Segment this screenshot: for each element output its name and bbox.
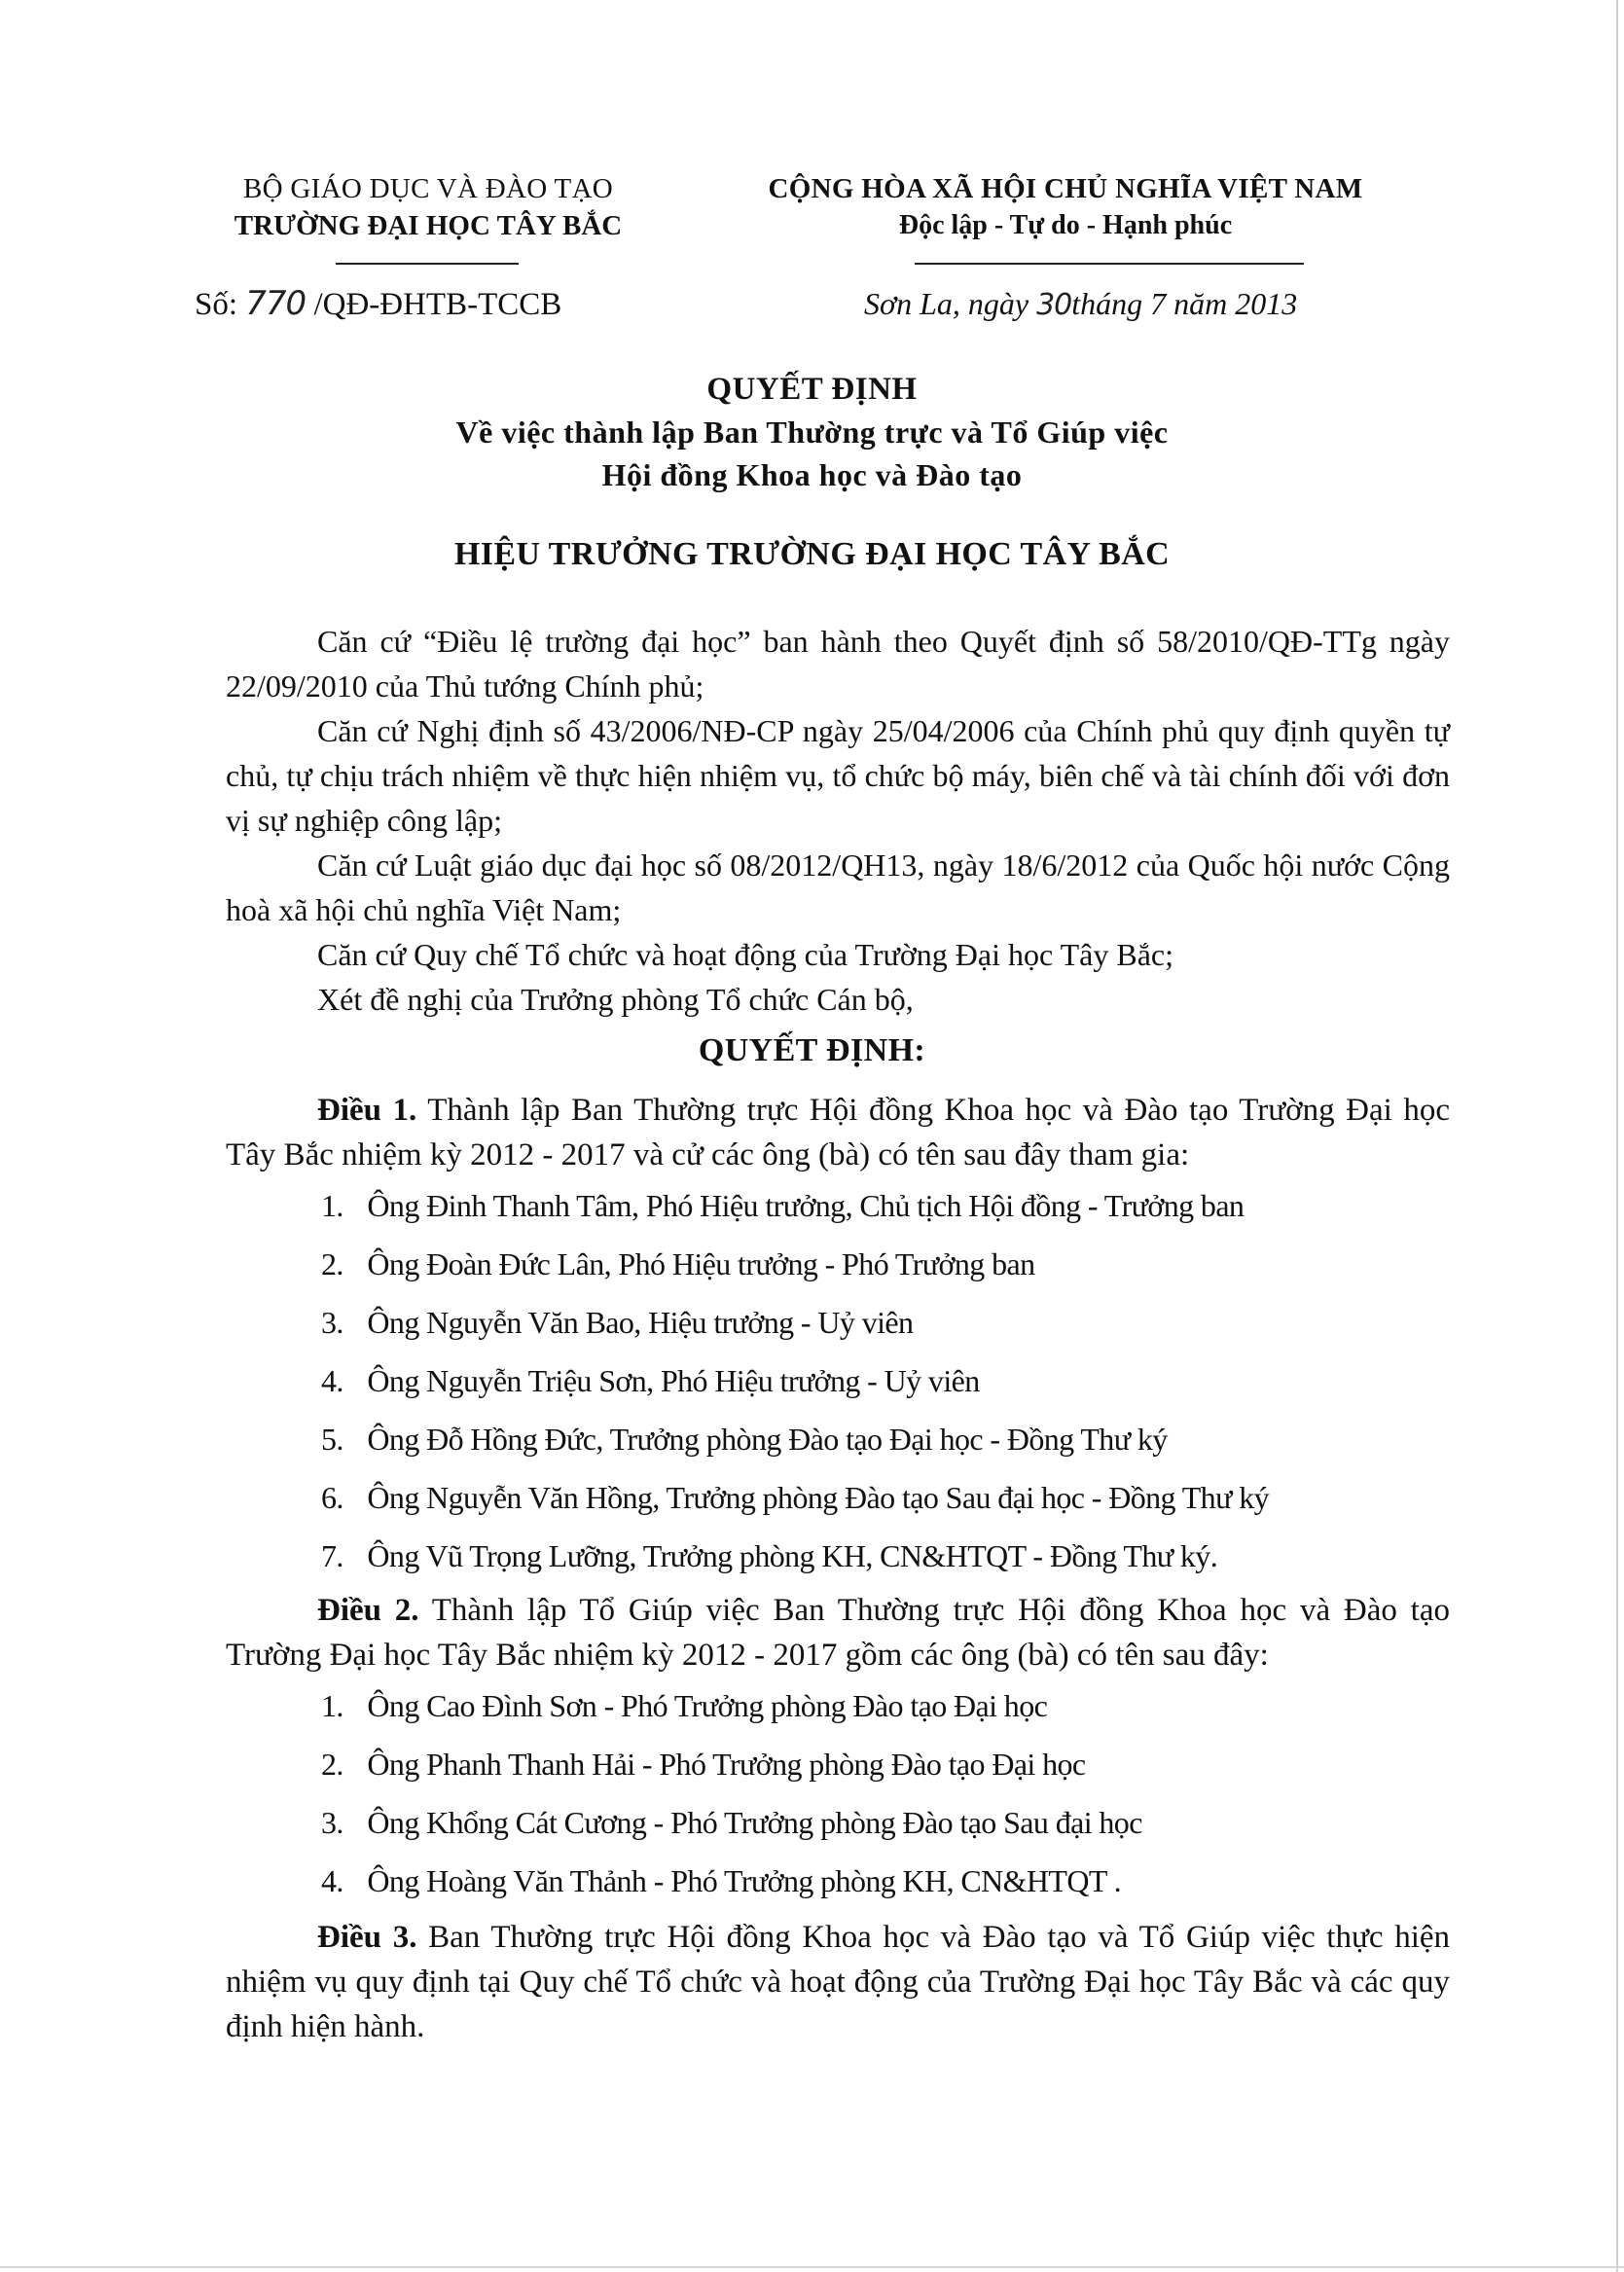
article-1-text: Thành lập Ban Thường trực Hội đồng Khoa học và Đào tạo Trường Đại học Tây Bắc nhiệm kỳ 2012 - 2017 và cử các ông (bà) có tên sau đây tham gia: bbox=[226, 1093, 1451, 1172]
article-2-text: Thành lập Tổ Giúp việc Ban Thường trực Hội đồng Khoa học và Đào tạo Trường Đại học Tây Bắc nhiệm kỳ 2012 - 2017 gồm các ông (bà) có tên sau đây: bbox=[226, 1593, 1450, 1673]
article-2-member-list bbox=[321, 1683, 1469, 1917]
date-suffix: tháng 7 năm 2013 bbox=[1071, 286, 1298, 321]
article-2-label: Điều 2. bbox=[317, 1593, 419, 1628]
place-and-date bbox=[864, 284, 1297, 325]
number-prefix: Số: bbox=[195, 287, 238, 322]
scan-edge-right bbox=[1616, 0, 1618, 2272]
document-title bbox=[0, 368, 1624, 496]
list-item: 1. Ông Cao Đình Sơn - Phó Trưởng phòng Đào tạo Đại học bbox=[321, 1688, 1048, 1723]
preamble-item: Xét đề nghị của Trưởng phòng Tổ chức Cán bộ, bbox=[317, 982, 914, 1017]
number-suffix: /QĐ-ĐHTB-TCCB bbox=[313, 287, 562, 322]
list-item: 3. Ông Nguyễn Văn Bao, Hiệu trưởng - Uỷ viên bbox=[321, 1305, 914, 1340]
preamble-item: Căn cứ “Điều lệ trường đại học” ban hành theo Quyết định số 58/2010/QĐ-TTg ngày 22/09/2010 của Thủ tướng Chính phủ; bbox=[226, 624, 1450, 703]
article-1-label: Điều 1. bbox=[317, 1093, 417, 1128]
list-item: 5. Ông Đỗ Hồng Đức, Trưởng phòng Đào tạo Đại học - Đồng Thư ký bbox=[321, 1422, 1168, 1457]
header-right-underline bbox=[915, 263, 1304, 265]
ministry-name: BỘ GIÁO DỤC VÀ ĐÀO TẠO bbox=[242, 173, 614, 204]
decision-heading: QUYẾT ĐỊNH: bbox=[698, 1032, 926, 1068]
list-item: 7. Ông Vũ Trọng Lưỡng, Trưởng phòng KH, CN&HTQT - Đồng Thư ký. bbox=[321, 1538, 1218, 1573]
article-3-text: Ban Thường trực Hội đồng Khoa học và Đào tạo và Tổ Giúp việc thực hiện nhiệm vụ quy định tại Quy chế Tổ chức và hoạt động của Trường Đại học Tây Bắc và các quy định hiện hành. bbox=[226, 1920, 1451, 2044]
preamble bbox=[226, 619, 1450, 1022]
article-2 bbox=[226, 1588, 1450, 1677]
list-item: 1. Ông Đinh Thanh Tâm, Phó Hiệu trưởng, Chủ tịch Hội đồng - Trưởng ban bbox=[321, 1188, 1245, 1223]
scan-edge-bottom bbox=[0, 2266, 1624, 2268]
republic-name: CỘNG HÒA XÃ HỘI CHỦ NGHĨA VIỆT NAM bbox=[768, 173, 1363, 204]
university-name: TRƯỜNG ĐẠI HỌC TÂY BẮC bbox=[234, 210, 623, 241]
national-header bbox=[710, 170, 1421, 244]
national-motto: Độc lập - Tự do - Hạnh phúc bbox=[898, 210, 1233, 240]
title-line-1: Về việc thành lập Ban Thường trực và Tổ Giúp việc bbox=[455, 415, 1169, 450]
list-item: 6. Ông Nguyễn Văn Hồng, Trưởng phòng Đào tạo Sau đại học - Đồng Thư ký bbox=[321, 1480, 1270, 1515]
article-3-label: Điều 3. bbox=[317, 1920, 417, 1955]
issuing-agency-header bbox=[195, 170, 662, 244]
list-item: 2. Ông Phanh Thanh Hải - Phó Trưởng phòng Đào tạo Đại học bbox=[321, 1747, 1086, 1782]
list-item: 4. Ông Hoàng Văn Thảnh - Phó Trưởng phòng KH, CN&HTQT . bbox=[321, 1863, 1122, 1898]
issuer-heading: HIỆU TRƯỞNG TRƯỜNG ĐẠI HỌC TÂY BẮC bbox=[453, 536, 1171, 572]
handwritten-day: 30 bbox=[1036, 288, 1072, 322]
title-line-2: Hội đồng Khoa học và Đào tạo bbox=[601, 457, 1023, 492]
handwritten-number: 770 bbox=[245, 284, 307, 323]
list-item: 4. Ông Nguyễn Triệu Sơn, Phó Hiệu trưởng - Uỷ viên bbox=[321, 1363, 980, 1398]
list-item: 2. Ông Đoàn Đức Lân, Phó Hiệu trưởng - Phó Trưởng ban bbox=[321, 1246, 1035, 1281]
preamble-item: Căn cứ Nghị định số 43/2006/NĐ-CP ngày 25/04/2006 của Chính phủ quy định quyền tự chủ, tự chịu trách nhiệm về thực hiện nhiệm vụ, tổ chức bộ máy, biên chế và tài chính đối với đơn vị sự nghiệp công lập; bbox=[226, 713, 1450, 838]
list-item: 3. Ông Khổng Cát Cương - Phó Trưởng phòng Đào tạo Sau đại học bbox=[321, 1805, 1142, 1840]
preamble-item: Căn cứ Luật giáo dục đại học số 08/2012/QH13, ngày 18/6/2012 của Quốc hội nước Cộng hoà xã hội chủ nghĩa Việt Nam; bbox=[226, 847, 1450, 927]
article-1-member-list bbox=[321, 1183, 1469, 1592]
preamble-item: Căn cứ Quy chế Tổ chức và hoạt động của Trường Đại học Tây Bắc; bbox=[317, 937, 1174, 972]
article-3 bbox=[226, 1915, 1450, 2049]
header-left-underline bbox=[336, 263, 519, 265]
article-1 bbox=[226, 1088, 1450, 1177]
date-prefix: Sơn La, ngày bbox=[864, 286, 1029, 321]
title-main: QUYẾT ĐỊNH bbox=[706, 372, 918, 407]
document-number bbox=[195, 284, 561, 324]
